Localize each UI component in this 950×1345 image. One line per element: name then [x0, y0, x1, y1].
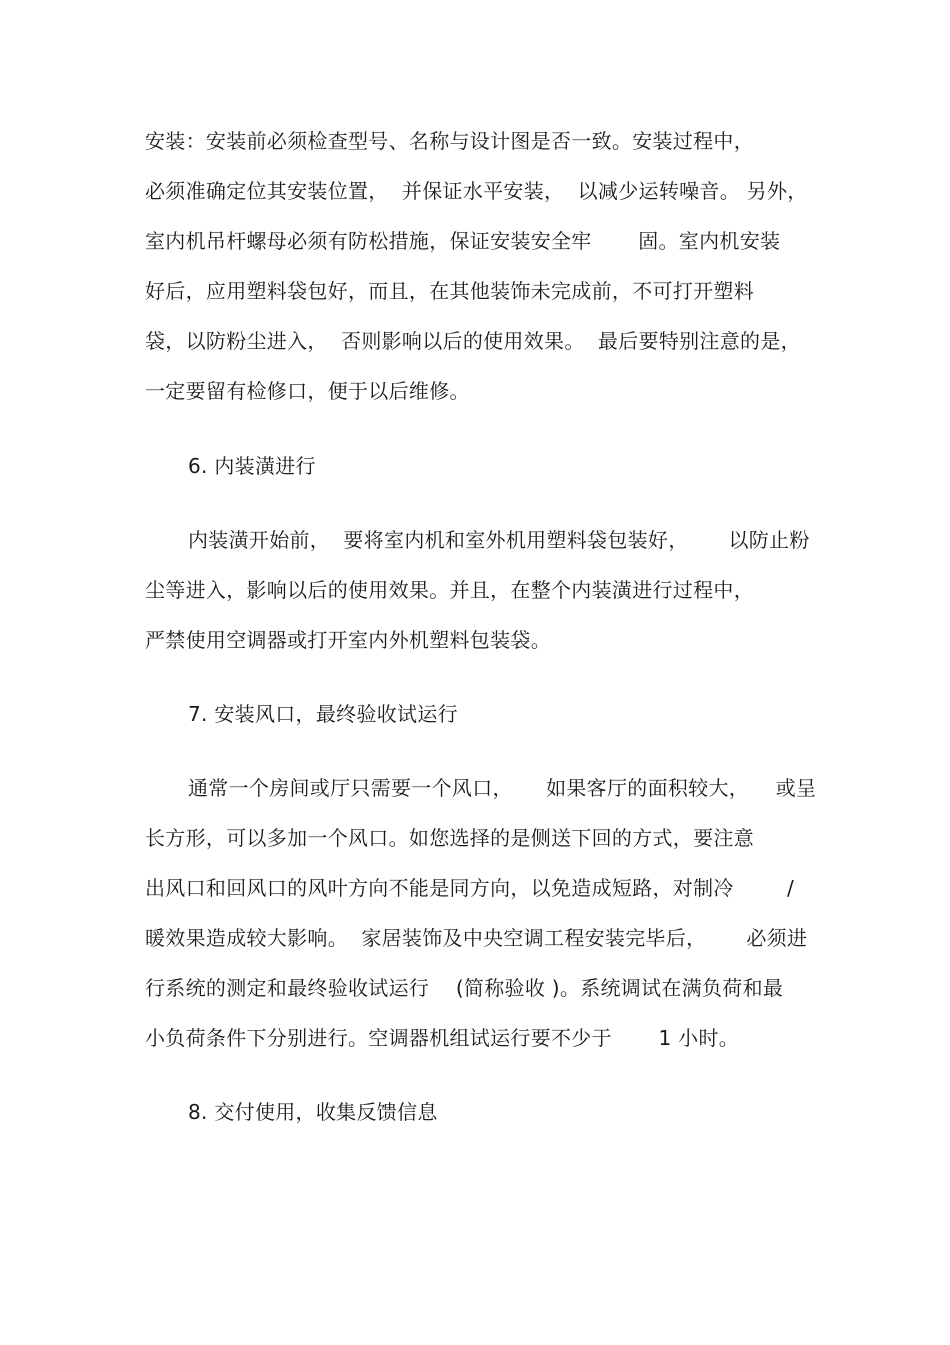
- paragraph-line: 内装潢开始前， 要将室内机和室外机用塑料袋包装好， 以防止粉: [188, 528, 810, 552]
- paragraph-line: 室内机吊杆螺母必须有防松措施，保证安装安全牢 固。室内机安装: [145, 229, 781, 253]
- paragraph-line: 安装：安装前必须检查型号、名称与设计图是否一致。安装过程中，: [145, 129, 754, 153]
- section-heading-6: 6. 内装潢进行: [188, 454, 316, 478]
- paragraph-line: 严禁使用空调器或打开室内外机塑料包装袋。: [145, 628, 551, 652]
- paragraph-line: 长方形，可以多加一个风口。如您选择的是侧送下回的方式，要注意: [145, 826, 754, 850]
- paragraph-line: 袋，以防粉尘进入， 否则影响以后的使用效果。 最后要特别注意的是，: [145, 329, 801, 353]
- paragraph-line: 行系统的测定和最终验收试运行 (简称验收 )。系统调试在满负荷和最: [145, 976, 784, 1000]
- paragraph-line: 暖效果造成较大影响。 家居装饰及中央空调工程安装完毕后， 必须进: [145, 926, 808, 950]
- section-heading-7: 7. 安装风口，最终验收试运行: [188, 702, 458, 726]
- paragraph-line: 出风口和回风口的风叶方向不能是同方向，以免造成短路，对制冷 /: [145, 876, 794, 900]
- paragraph-line: 通常一个房间或厅只需要一个风口， 如果客厅的面积较大， 或呈: [188, 776, 817, 800]
- paragraph-line: 一定要留有检修口，便于以后维修。: [145, 379, 470, 403]
- paragraph-line: 必须准确定位其安装位置， 并保证水平安装， 以减少运转噪音。 另外，: [145, 179, 808, 203]
- paragraph-line: 尘等进入，影响以后的使用效果。并且，在整个内装潢进行过程中，: [145, 578, 754, 602]
- paragraph-line: 小负荷条件下分别进行。空调器机组试运行要不少于 1 小时。: [145, 1026, 740, 1050]
- section-heading-8: 8. 交付使用，收集反馈信息: [188, 1100, 438, 1124]
- paragraph-line: 好后，应用塑料袋包好，而且，在其他装饰未完成前，不可打开塑料: [145, 279, 754, 303]
